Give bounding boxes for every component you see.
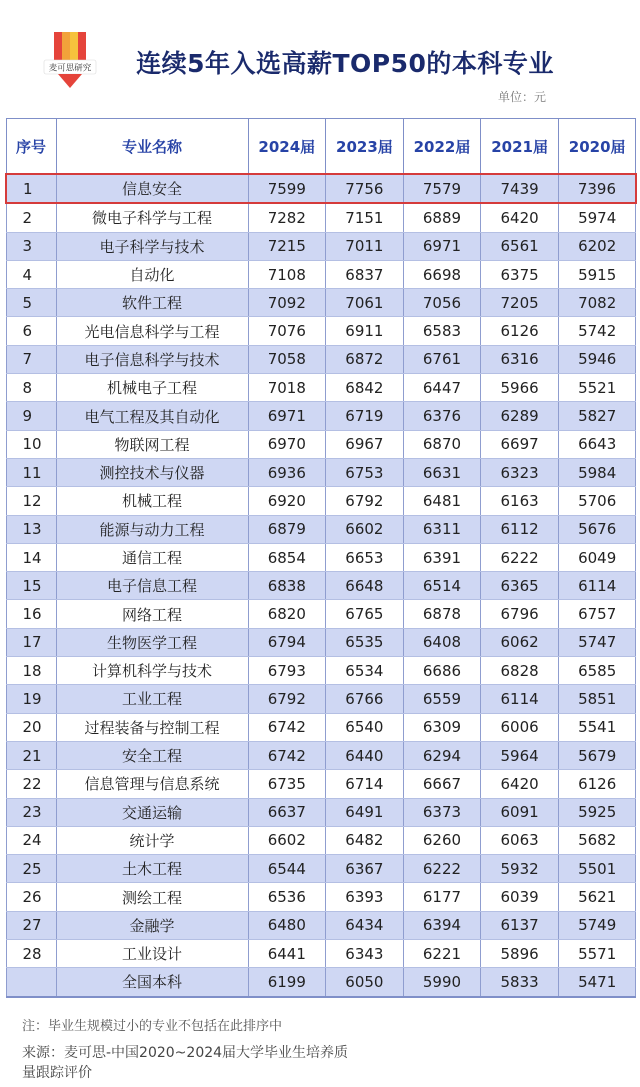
table-row (6, 798, 636, 826)
table-row (6, 289, 636, 317)
table-row (6, 374, 636, 402)
salary-2020: 5501 (558, 855, 636, 883)
salary-2024: 6602 (248, 826, 326, 854)
salary-2021: 6561 (481, 232, 559, 260)
salary-2020: 6585 (558, 657, 636, 685)
header-year-2023: 2023届 (326, 119, 404, 175)
salary-2024: 6536 (248, 883, 326, 911)
salary-2020: 5915 (558, 260, 636, 288)
footnote: 注：毕业生规模过小的专业不包括在此排序中 (22, 1019, 283, 1034)
salary-2021: 5966 (481, 374, 559, 402)
salary-2021: 5896 (481, 940, 559, 968)
salary-2022: 6221 (403, 940, 481, 968)
unit-label: 单位：元 (497, 90, 546, 104)
major-name: 安全工程 (56, 741, 248, 769)
row-index: 25 (6, 855, 56, 883)
salary-2023: 6367 (326, 855, 404, 883)
salary-2020: 5946 (558, 345, 636, 373)
salary-2021: 5964 (481, 741, 559, 769)
salary-2022: 6391 (403, 543, 481, 571)
salary-2021: 6323 (481, 458, 559, 486)
row-index: 13 (6, 515, 56, 543)
table-row (6, 260, 636, 288)
salary-table (5, 118, 637, 998)
salary-2024: 6480 (248, 911, 326, 939)
salary-2020: 5679 (558, 741, 636, 769)
major-name: 软件工程 (56, 289, 248, 317)
row-index: 3 (6, 232, 56, 260)
salary-2021: 6112 (481, 515, 559, 543)
salary-2020: 5682 (558, 826, 636, 854)
salary-2021: 6006 (481, 713, 559, 741)
salary-2023: 6967 (326, 430, 404, 458)
salary-2022: 6376 (403, 402, 481, 430)
salary-2024: 6820 (248, 600, 326, 628)
salary-2023: 6753 (326, 458, 404, 486)
row-index: 8 (6, 374, 56, 402)
salary-2021: 6039 (481, 883, 559, 911)
salary-2023: 6440 (326, 741, 404, 769)
table-row (6, 317, 636, 345)
salary-2022: 6559 (403, 685, 481, 713)
header-year-2022: 2022届 (403, 119, 481, 175)
row-index: 24 (6, 826, 56, 854)
salary-2020: 5541 (558, 713, 636, 741)
row-index: 19 (6, 685, 56, 713)
salary-2020: 5749 (558, 911, 636, 939)
row-index: 15 (6, 572, 56, 600)
row-index: 4 (6, 260, 56, 288)
salary-2024: 7282 (248, 203, 326, 232)
row-index: 28 (6, 940, 56, 968)
row-index: 22 (6, 770, 56, 798)
row-index: 20 (6, 713, 56, 741)
salary-2023: 6911 (326, 317, 404, 345)
salary-2023: 6766 (326, 685, 404, 713)
salary-2023: 6842 (326, 374, 404, 402)
salary-2020: 5621 (558, 883, 636, 911)
table-row (6, 855, 636, 883)
salary-2023: 6837 (326, 260, 404, 288)
salary-2020: 6757 (558, 600, 636, 628)
salary-2020: 5827 (558, 402, 636, 430)
major-name: 计算机科学与技术 (56, 657, 248, 685)
salary-2024: 6879 (248, 515, 326, 543)
salary-2022: 6222 (403, 855, 481, 883)
salary-2021: 7439 (481, 174, 559, 203)
salary-2022: 6698 (403, 260, 481, 288)
salary-2024: 6794 (248, 628, 326, 656)
table-row (6, 826, 636, 854)
table-row (6, 628, 636, 656)
salary-2024: 6854 (248, 543, 326, 571)
salary-2022: 6667 (403, 770, 481, 798)
salary-2021: 6063 (481, 826, 559, 854)
salary-2024: 6544 (248, 855, 326, 883)
salary-2020: 5706 (558, 487, 636, 515)
salary-2020: 5974 (558, 203, 636, 232)
salary-2022: 6583 (403, 317, 481, 345)
salary-2020: 5747 (558, 628, 636, 656)
row-index: 16 (6, 600, 56, 628)
major-name: 工业设计 (56, 940, 248, 968)
salary-2023: 6343 (326, 940, 404, 968)
major-name: 金融学 (56, 911, 248, 939)
table-row (6, 402, 636, 430)
salary-2022: 6481 (403, 487, 481, 515)
table-row (6, 657, 636, 685)
major-name: 交通运输 (56, 798, 248, 826)
salary-2024: 6199 (248, 968, 326, 997)
salary-2021: 6697 (481, 430, 559, 458)
major-name: 自动化 (56, 260, 248, 288)
salary-2021: 7205 (481, 289, 559, 317)
salary-2024: 6742 (248, 741, 326, 769)
salary-2022: 6447 (403, 374, 481, 402)
salary-2022: 6971 (403, 232, 481, 260)
row-index: 27 (6, 911, 56, 939)
salary-2020: 7396 (558, 174, 636, 203)
salary-2023: 6482 (326, 826, 404, 854)
page-title: 连续5年入选高薪TOP50的本科专业 (136, 49, 554, 78)
salary-2024: 6970 (248, 430, 326, 458)
row-index: 23 (6, 798, 56, 826)
salary-2024: 7092 (248, 289, 326, 317)
salary-2024: 6441 (248, 940, 326, 968)
salary-2023: 7061 (326, 289, 404, 317)
major-name: 电子信息科学与技术 (56, 345, 248, 373)
header-major-name: 专业名称 (56, 119, 248, 175)
table-row (6, 572, 636, 600)
row-index: 6 (6, 317, 56, 345)
table-row (6, 345, 636, 373)
header-year-2020: 2020届 (558, 119, 636, 175)
row-index: 10 (6, 430, 56, 458)
major-name: 过程装备与控制工程 (56, 713, 248, 741)
salary-2024: 7058 (248, 345, 326, 373)
salary-2020: 5676 (558, 515, 636, 543)
table-row (6, 203, 636, 232)
salary-2021: 6420 (481, 770, 559, 798)
salary-2021: 6222 (481, 543, 559, 571)
salary-2020: 5571 (558, 940, 636, 968)
major-name: 信息管理与信息系统 (56, 770, 248, 798)
salary-2023: 6714 (326, 770, 404, 798)
table-row (6, 940, 636, 968)
major-name: 机械工程 (56, 487, 248, 515)
major-name: 土木工程 (56, 855, 248, 883)
major-name: 电子信息工程 (56, 572, 248, 600)
major-name: 测绘工程 (56, 883, 248, 911)
major-name: 全国本科 (56, 968, 248, 997)
salary-2021: 6316 (481, 345, 559, 373)
salary-2022: 6394 (403, 911, 481, 939)
salary-2022: 6408 (403, 628, 481, 656)
salary-2024: 6920 (248, 487, 326, 515)
salary-2023: 6653 (326, 543, 404, 571)
salary-2024: 7076 (248, 317, 326, 345)
salary-2021: 6375 (481, 260, 559, 288)
salary-2020: 5925 (558, 798, 636, 826)
major-name: 通信工程 (56, 543, 248, 571)
salary-2024: 6936 (248, 458, 326, 486)
table-header-row (6, 119, 636, 175)
table-row (6, 515, 636, 543)
salary-2021: 6289 (481, 402, 559, 430)
salary-2021: 6126 (481, 317, 559, 345)
salary-2022: 6311 (403, 515, 481, 543)
salary-2021: 6091 (481, 798, 559, 826)
salary-2022: 6373 (403, 798, 481, 826)
salary-2022: 6878 (403, 600, 481, 628)
salary-2020: 6202 (558, 232, 636, 260)
major-name: 微电子科学与工程 (56, 203, 248, 232)
salary-2023: 6792 (326, 487, 404, 515)
table-row (6, 741, 636, 769)
major-name: 电气工程及其自动化 (56, 402, 248, 430)
salary-2024: 6742 (248, 713, 326, 741)
salary-2022: 6177 (403, 883, 481, 911)
salary-2020: 6049 (558, 543, 636, 571)
salary-2023: 6719 (326, 402, 404, 430)
row-index (6, 968, 56, 997)
major-name: 工业工程 (56, 685, 248, 713)
salary-2020: 5984 (558, 458, 636, 486)
salary-2021: 6828 (481, 657, 559, 685)
table-row (6, 770, 636, 798)
table-row-total (6, 968, 636, 997)
table-row (6, 685, 636, 713)
salary-2021: 6365 (481, 572, 559, 600)
header-year-2024: 2024届 (248, 119, 326, 175)
major-name: 机械电子工程 (56, 374, 248, 402)
row-index: 17 (6, 628, 56, 656)
table-row (6, 600, 636, 628)
table-row (6, 487, 636, 515)
salary-2020: 5471 (558, 968, 636, 997)
salary-2021: 5932 (481, 855, 559, 883)
row-index: 11 (6, 458, 56, 486)
logo-text: 麦可思研究 (48, 63, 92, 74)
salary-2023: 6648 (326, 572, 404, 600)
salary-2021: 5833 (481, 968, 559, 997)
salary-2021: 6796 (481, 600, 559, 628)
salary-2020: 5851 (558, 685, 636, 713)
salary-2020: 6643 (558, 430, 636, 458)
row-index: 9 (6, 402, 56, 430)
row-index: 5 (6, 289, 56, 317)
salary-2024: 7215 (248, 232, 326, 260)
major-name: 测控技术与仪器 (56, 458, 248, 486)
salary-2022: 5990 (403, 968, 481, 997)
row-index: 12 (6, 487, 56, 515)
row-index: 14 (6, 543, 56, 571)
row-index: 2 (6, 203, 56, 232)
salary-2023: 6534 (326, 657, 404, 685)
salary-2023: 6491 (326, 798, 404, 826)
salary-2022: 6889 (403, 203, 481, 232)
table-row (6, 174, 636, 203)
table-row (6, 883, 636, 911)
table-row (6, 543, 636, 571)
salary-2021: 6114 (481, 685, 559, 713)
salary-2023: 6540 (326, 713, 404, 741)
row-index: 18 (6, 657, 56, 685)
salary-2023: 6050 (326, 968, 404, 997)
row-index: 21 (6, 741, 56, 769)
major-name: 信息安全 (56, 174, 248, 203)
salary-2024: 6971 (248, 402, 326, 430)
table-row (6, 911, 636, 939)
salary-2023: 7011 (326, 232, 404, 260)
table-body (6, 174, 636, 997)
salary-2022: 6309 (403, 713, 481, 741)
salary-2024: 6637 (248, 798, 326, 826)
salary-2021: 6163 (481, 487, 559, 515)
salary-2022: 6260 (403, 826, 481, 854)
salary-2020: 5742 (558, 317, 636, 345)
salary-2024: 7599 (248, 174, 326, 203)
header-year-2021: 2021届 (481, 119, 559, 175)
salary-2022: 6631 (403, 458, 481, 486)
source-citation: 来源：麦可思-中国2020~2024届大学毕业生培养质量跟踪评价 (22, 1045, 349, 1081)
salary-2023: 6393 (326, 883, 404, 911)
salary-2020: 5521 (558, 374, 636, 402)
salary-2022: 6870 (403, 430, 481, 458)
mycos-logo-icon (40, 30, 100, 90)
salary-2023: 6602 (326, 515, 404, 543)
major-name: 统计学 (56, 826, 248, 854)
salary-2024: 6793 (248, 657, 326, 685)
salary-2020: 7082 (558, 289, 636, 317)
salary-2023: 6765 (326, 600, 404, 628)
table-row (6, 713, 636, 741)
header (0, 0, 640, 112)
salary-2020: 6114 (558, 572, 636, 600)
salary-2021: 6137 (481, 911, 559, 939)
salary-2021: 6062 (481, 628, 559, 656)
table-row (6, 430, 636, 458)
row-index: 26 (6, 883, 56, 911)
salary-2024: 7108 (248, 260, 326, 288)
table-row (6, 232, 636, 260)
major-name: 网络工程 (56, 600, 248, 628)
row-index: 7 (6, 345, 56, 373)
salary-2024: 6838 (248, 572, 326, 600)
salary-2023: 6434 (326, 911, 404, 939)
salary-2022: 6514 (403, 572, 481, 600)
table-row (6, 458, 636, 486)
major-name: 能源与动力工程 (56, 515, 248, 543)
salary-2022: 6761 (403, 345, 481, 373)
salary-2020: 6126 (558, 770, 636, 798)
major-name: 生物医学工程 (56, 628, 248, 656)
salary-2023: 7756 (326, 174, 404, 203)
header-index: 序号 (6, 119, 56, 175)
salary-2022: 7579 (403, 174, 481, 203)
salary-2024: 6735 (248, 770, 326, 798)
major-name: 物联网工程 (56, 430, 248, 458)
row-index: 1 (6, 174, 56, 203)
salary-2024: 7018 (248, 374, 326, 402)
salary-2023: 6535 (326, 628, 404, 656)
salary-2022: 7056 (403, 289, 481, 317)
major-name: 电子科学与技术 (56, 232, 248, 260)
salary-2023: 6872 (326, 345, 404, 373)
salary-2022: 6294 (403, 741, 481, 769)
salary-2023: 7151 (326, 203, 404, 232)
salary-2022: 6686 (403, 657, 481, 685)
major-name: 光电信息科学与工程 (56, 317, 248, 345)
salary-2021: 6420 (481, 203, 559, 232)
salary-2024: 6792 (248, 685, 326, 713)
